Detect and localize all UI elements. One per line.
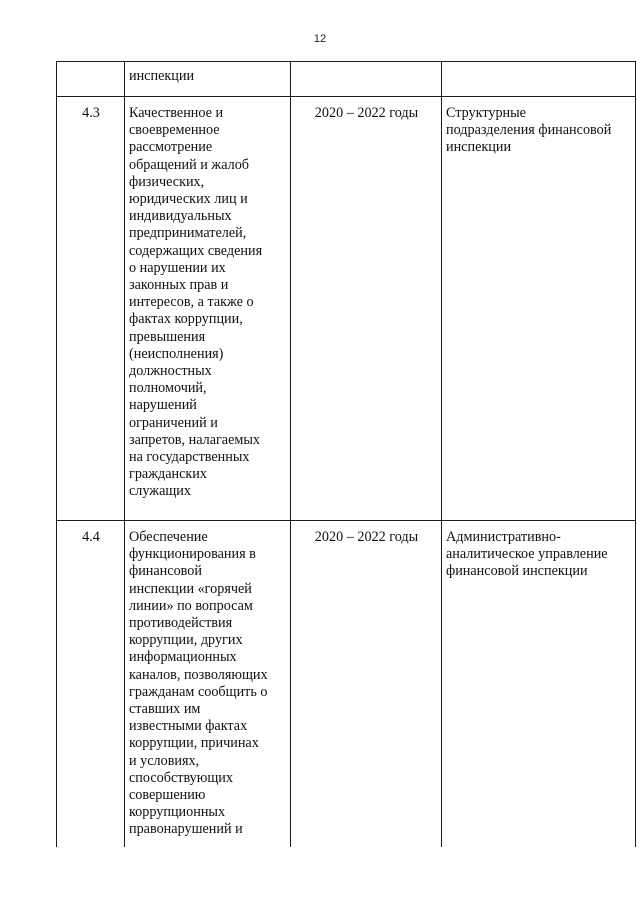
period-cell: 2020 – 2022 годы xyxy=(291,97,442,521)
measure-text-line: гражданских xyxy=(129,466,207,483)
row-number-cell xyxy=(57,62,125,97)
measure-text-cell xyxy=(125,97,291,521)
measure-text-line: линии» по вопросам xyxy=(129,597,253,614)
executor-cell xyxy=(442,521,636,848)
executor-line: Административно- xyxy=(446,529,561,545)
measure-text-line: рассмотрение xyxy=(129,139,213,156)
measure-text-line: на государственных xyxy=(129,449,250,466)
measure-text-line: способствующих xyxy=(129,769,233,786)
measure-text-line: нарушений xyxy=(129,397,197,414)
measure-text-line: предпринимателей, xyxy=(129,225,247,242)
measure-text-line: известными фактах xyxy=(129,718,248,735)
measure-text-line: каналов, позволяющих xyxy=(129,666,268,683)
executor-line: финансовой инспекции xyxy=(446,563,588,580)
measure-text-line: и условиях, xyxy=(129,752,200,769)
measure-text-line: интересов, а также о xyxy=(129,294,254,311)
executor-line: Структурные xyxy=(446,105,526,121)
measure-text-line: инспекции xyxy=(129,68,195,84)
measure-text-line: информационных xyxy=(129,649,237,666)
table-row-4-4 xyxy=(57,521,636,848)
measure-text-line: законных прав и xyxy=(129,277,229,294)
measure-text-line: обращений и жалоб xyxy=(129,156,250,173)
period-cell: 2020 – 2022 годы xyxy=(291,521,442,848)
measure-text-line: ограничений и xyxy=(129,414,218,431)
measure-text-line: своевременное xyxy=(129,122,220,139)
measure-text-line: физических, xyxy=(129,173,205,190)
measure-text-line: должностных xyxy=(129,363,212,380)
table-row-4-3 xyxy=(57,97,636,521)
measure-text-line: правонарушений и xyxy=(129,821,243,838)
measure-text-line: коррупционных xyxy=(129,804,226,821)
measure-text-line: Обеспечение xyxy=(129,529,208,545)
measure-text-line: индивидуальных xyxy=(129,208,232,225)
executor-line: аналитическое управление xyxy=(446,546,608,563)
measure-text-line: финансовой xyxy=(129,563,202,580)
executor-cell xyxy=(442,97,636,521)
measure-text-line: служащих xyxy=(129,483,191,500)
executor-line: подразделения финансовой xyxy=(446,122,612,139)
measure-text-cell xyxy=(125,521,291,848)
measure-text-line: инспекции «горячей xyxy=(129,580,252,597)
measure-text-line: противодействия xyxy=(129,615,233,632)
measure-text-line: коррупции, других xyxy=(129,632,243,649)
measure-text-line: функционирования в xyxy=(129,546,256,563)
executor-line: инспекции xyxy=(446,139,512,156)
measure-text-line: совершению xyxy=(129,787,206,804)
row-number-cell: 4.4 xyxy=(57,521,125,848)
executor-cell xyxy=(442,62,636,97)
measure-text-line: фактах коррупции, xyxy=(129,311,243,328)
row-number-cell: 4.3 xyxy=(57,97,125,521)
measure-text-line: гражданам сообщить о xyxy=(129,683,268,700)
measure-text-line: полномочий, xyxy=(129,380,207,397)
measure-text-line: о нарушении их xyxy=(129,259,226,276)
measure-text-line: ставших им xyxy=(129,701,201,718)
measure-text-line: (неисполнения) xyxy=(129,345,224,362)
page-number: 12 xyxy=(313,33,327,45)
period-cell xyxy=(291,62,442,97)
measure-text-line: коррупции, причинах xyxy=(129,735,259,752)
measure-text-line: содержащих сведения xyxy=(129,242,263,259)
measure-text-line: запретов, налагаемых xyxy=(129,431,261,448)
measures-table xyxy=(56,61,636,847)
measure-text-cell xyxy=(125,62,291,97)
measure-text-line: юридических лиц и xyxy=(129,191,248,208)
measure-text-line: превышения xyxy=(129,328,206,345)
measure-text-line: Качественное и xyxy=(129,105,224,121)
table-row-continuation xyxy=(57,62,636,97)
